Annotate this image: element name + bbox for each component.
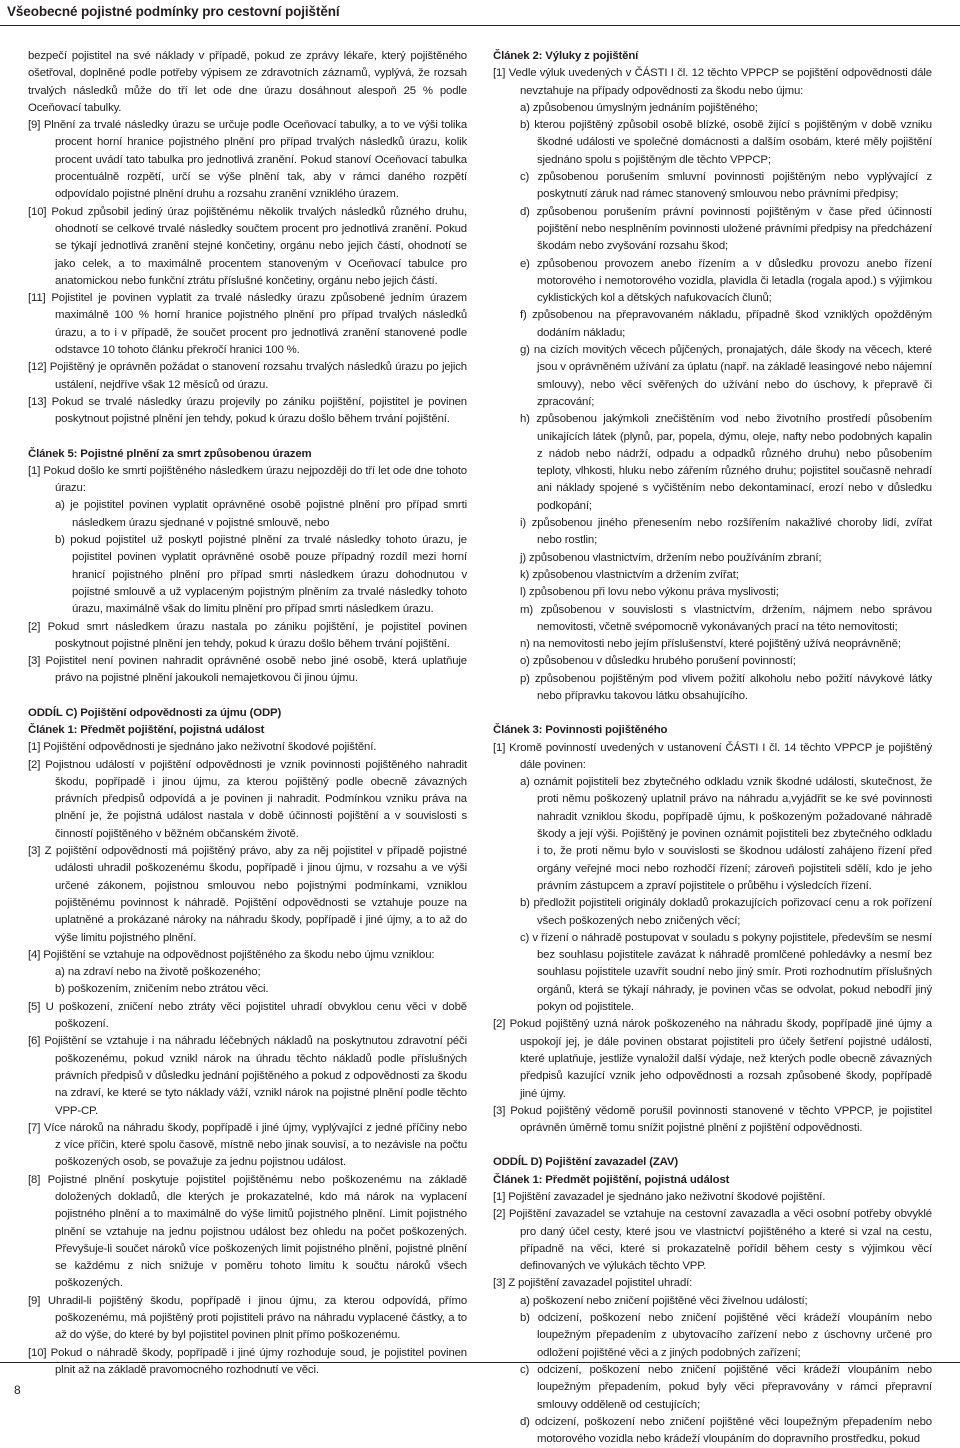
numbered-paragraph: [7] Více nároků na náhradu škody, popřípadě i jiné újmy, vyplývající z jedné příčiny nebo z více příčin, které spolu časově, místně nebo jinak souvisí, a to nezávisle na počtu poškozených osob, se považuje za jednu pojistnou událost. (28, 1121, 467, 1169)
section-gap (28, 429, 467, 446)
paragraph: bezpečí pojistitel na své náklady v případě, pokud ze zprávy lékaře, který pojištěného ošetřoval, doplněné podle potřeby výpisem ze zdravotních záznamů, vyplývá, že rozsah trvalých následků může do tří let ode dne úrazu dosáhnout alespoň 25 % podle Oceňovací tabulky. (28, 50, 467, 114)
numbered-paragraph: [2] Pokud smrt následkem úrazu nastala po zániku pojištění, je pojistitel povinen poskytnout pojistné plnění jen tehdy, pokud k úrazu došlo během trvání pojištění. (28, 620, 467, 650)
list-subitem: d) způsobenou porušením právní povinnosti pojištěným v čase před účinností pojištění nebo nesplněním povinnosti uložené právními předpisy na předcházení škodám nebo zvyšování rozsahu škod; (520, 205, 932, 253)
numbered-paragraph: [1] Kromě povinností uvedených v ustanovení ČÁSTI I čl. 14 těchto VPPCP je pojištěný dále povinen: (493, 741, 932, 771)
numbered-paragraph: [11] Pojistitel je povinen vyplatit za trvalé následky úrazu způsobené jedním úrazem maximálně 100 % horní hranice pojistného plnění pro případ trvalých následků úrazu, a to i v případě, že součet procent pro jednotlivá zranění stanovené podle odstavce 10 tohoto článku překročí hranici 100 %. (28, 292, 467, 357)
page-header (0, 0, 960, 28)
list-subitem: h) způsobenou jakýmkoli znečištěním vod nebo životního prostředí působením unikajících látek (plynů, par, popela, dýmu, oleje, nafty nebo podobných kapalin z nádob nebo nádrží, odpadu a odpadků různého druhu) nebo působením teploty, vlhkosti, hluku nebo zářením různého druhu; pojistitel současně nehradí ani náklady spojené s vyčištěním nebo dekontaminací, erozí nebo v důsledku podkopání; (520, 413, 932, 512)
list-subitem: a) oznámit pojistiteli bez zbytečného odkladu vznik škodné události, skutečnost, že proti němu poškozený uplatnil právo na náhradu a,vyjádřit se ke své povinnosti nahradit vzniklou škodu, popřípadě újmu, k poškozeným požadované náhradě škody a její výši. Pojištěný je povinen oznámit pojistiteli bez zbytečného odkladu i to, že proti němu bylo v souvislosti se škodnou událostí zahájeno řízení před orgány veřejné moci nebo rozhodčí řízení; zároveň pojistiteli sdělí, kdo je jeho právním zástupcem a zpraví pojistitele o průběhu i výsledcích řízení. (520, 776, 932, 892)
left-column (28, 48, 467, 1379)
numbered-paragraph: [12] Pojištěný je oprávněn požádat o stanovení rozsahu trvalých následků úrazu po jejich ustálení, nejdříve však 12 měsíců od úrazu. (28, 361, 467, 391)
right-column (493, 48, 932, 1448)
numbered-paragraph: [9] Plnění za trvalé následky úrazu se určuje podle Oceňovací tabulky, a to ve výši tolika procent horní hranice pojistného plnění pro případ trvalých následků úrazu, kolik procent uvádí tato tabulka pro jednotlivá zranění. Pokud stanoví Oceňovací tabulka procentuálně rozpětí, určí se výše plnění tak, aby v rámci daného rozpětí odpovídalo pojistné plnění druhu a rozsahu zranění vzniklého úrazem. (28, 119, 467, 201)
section-heading: Článek 3: Povinnosti pojištěného (493, 724, 668, 737)
list-subitem: b) kterou pojištěný způsobil osobě blízké, osobě žijící s pojištěným v době vzniku škodné události ve společné domácnosti a dalším osobám, které měly pojištění sjednáno spolu s pojištěným dle těchto VPPCP; (520, 119, 932, 166)
numbered-paragraph: [3] Z pojištění odpovědnosti má pojištěný právo, aby za něj pojistitel v případě pojistné události uhradil poškozenému škodu, popřípadě i jinou újmu, v rozsahu a ve výši určené zákonem, pojistnou smlouvou nebo pojistnými podmínkami, vzniklou pojištěnému povinnost k náhradě. Pojištění odpovědnosti se vztahuje pouze na uplatněné a prokázané nároky na náhradu škody, popřípadě i jiné újmy, a to až do výše limitu pojistného plnění. (28, 845, 467, 944)
numbered-paragraph: [6] Pojištění se vztahuje i na náhradu léčebných nákladů na poskytnutou zdravotní péči poškozenému, pokud vznikl nárok na úhradu těchto nákladů podle příslušných právních předpisů v důsledku jednání pojištěného a pokud z odpovědnosti za škodu na zdraví, ke které se tyto náklady váží, vznikl nárok na pojistné plnění podle těchto VPP-CP. (28, 1035, 467, 1117)
numbered-paragraph: [3] Pojistitel není povinen nahradit oprávněné osobě nebo jiné osobě, která uplatňuje právo na pojistné plnění jakoukoli nemajetkovou či jinou újmu. (28, 655, 467, 685)
section-heading: Článek 5: Pojistné plnění za smrt způsobenou úrazem (28, 447, 312, 460)
list-subitem: a) poškození nebo zničení pojištěné věci živelnou událostí; (520, 1294, 808, 1307)
numbered-paragraph: [1] Pojištění zavazadel je sjednáno jako neživotní škodové pojištění. (493, 1191, 826, 1203)
numbered-paragraph: [2] Pokud pojištěný uzná nárok poškozeného na náhradu škody, popřípadě jiné újmy a uspokojí jej, je dále povinen obstarat pojistiteli pro účely šetření pojistné události, které uplatňuje, jestliže vynaložil další výdaje, než kterých podle obecně závazných předpisů kazující vznik jeho odpovědnosti a rozsah způsobené škody, popřípadě jiné újmy. (493, 1018, 932, 1100)
numbered-paragraph: [9] Uhradil-li pojištěný škodu, popřípadě i jinou újmu, za kterou odpovídá, přímo poškozenému, má pojištěný proti pojistiteli právo na náhradu vyplacené částky, a to až do výše, do které by byl pojistitel povinen plnit přímo poškozenému. (28, 1294, 467, 1342)
numbered-paragraph: [2] Pojistnou událostí v pojištění odpovědnosti je vznik povinnosti pojištěného nahradit škodu, popřípadě i jinou újmu, za kterou pojištěný podle obecně závazných právních předpisů odpovídá a je povinen ji nahradit. Podmínkou vzniku práva na plnění je, že pojistná událost nastala v době účinnosti pojištění a v souvislosti s činností pojištěného v běžném občanském životě. (28, 758, 467, 840)
section-heading: Článek 1: Předmět pojištění, pojistná událost (493, 1173, 730, 1186)
numbered-paragraph: [4] Pojištění se vztahuje na odpovědnost pojištěného za škodu nebo újmu vzniklou: (28, 948, 435, 961)
numbered-paragraph: [2] Pojištění zavazadel se vztahuje na cestovní zavazadla a věci osobní potřeby obvyklé pro daný účel cesty, které jsou ve vlastnictví pojištěného a které si vzal na cestu, případně na věci, které si prokazatelně pořídil během cesty s výjimkou věcí definovaných ve výlukách těchto VPP. (493, 1208, 932, 1273)
list-subitem: k) způsobenou vlastnictvím a držením zvířat; (520, 568, 739, 581)
list-subitem: n) na nemovitosti nebo jejím příslušenství, které pojištěný užívá neoprávněně; (520, 638, 901, 651)
document-title: Všeobecné pojistné podmínky pro cestovní pojištění (7, 4, 340, 19)
header-rule (0, 25, 960, 26)
list-subitem: c) odcizení, poškození nebo zničení pojištěné věci krádeží vloupáním nebo loupežným přepadením, pokud byly věci přepravovány v rámci přepravní smlouvy odděleně od cestujících; (520, 1363, 932, 1411)
numbered-paragraph: [1] Vedle výluk uvedených v ČÁSTI I čl. 12 těchto VPPCP se pojištění odpovědnosti dále nevztahuje na případy odpovědnosti za škodu nebo újmu: (493, 67, 932, 97)
list-subitem: e) způsobenou provozem anebo řízením a v důsledku provozu anebo řízení motorového i nemotorového vozidla, plavidla či letadla (rogala apod.) s výjimkou cyklistických kol a dětských nafukovacích člunů; (520, 257, 932, 305)
list-subitem: a) na zdraví nebo na životě poškozeného; (55, 966, 261, 979)
list-subitem: j) způsobenou vlastnictvím, držením nebo používáním zbraní; (520, 551, 822, 564)
list-subitem: b) předložit pojistiteli originály dokladů prokazujících pořizovací cenu a rok pořízení všech poškozených nebo zničených věcí; (520, 897, 932, 927)
section-heading: Článek 1: Předmět pojištění, pojistná událost (28, 723, 265, 736)
numbered-paragraph: [10] Pokud způsobil jediný úraz pojištěnému několik trvalých následků různého druhu, ohodnotí se celkové trvalé následky součtem procent pro jednotlivá zranění. Pokud se týkají jednotlivá zranění stejné končetiny, orgánu nebo jejich částí, ohodnotí se jako celek, a to maximálně procentem stanoveným v Oceňovací tabulce pro anatomickou nebo funkční ztrátu příslušné končetiny, orgánu nebo jejich částí. (28, 205, 467, 287)
page-number: 8 (14, 1383, 21, 1397)
section-heading: Článek 2: Výluky z pojištění (493, 50, 639, 62)
list-subitem: p) způsobenou pojištěným pod vlivem požití alkoholu nebo požití návykové látky nebo přípravku takovou látku obsahujícího. (520, 672, 932, 702)
list-subitem: c) v řízení o náhradě postupovat v souladu s pokyny pojistitele, především se nesmí bez souhlasu pojistitele zavázat k náhradě promlčené pohledávky a nesmí bez souhlasu pojistitele uzavřít soudní nebo jiný smír. Proti rozhodnutím příslušných orgánů, která se týkají náhrady, je povinen včas se odvolat, pokud nebodří jiný pokyn od pojistitele. (520, 931, 932, 1014)
list-subitem: l) způsobenou při lovu nebo výkonu práva myslivosti; (520, 586, 779, 599)
list-subitem: g) na cizích movitých věcech půjčených, pronajatých, dále škody na věcech, které jsou v oprávněném užívání za úplatu (např. na základě leasingové nebo nájemní smlouvy), nebo věcí svěřených do užívání nebo do úschovy, k přepravě či zpracování; (520, 344, 932, 408)
list-subitem: i) způsobenou jiného přenesením nebo rozšířením nakažlivé choroby lidí, zvířat nebo rostlin; (520, 517, 932, 547)
numbered-paragraph: [5] U poškození, zničení nebo ztráty věci pojistitel uhradí obvyklou cenu věci v době poškození. (28, 1000, 467, 1031)
numbered-paragraph: [10] Pokud o náhradě škody, popřípadě i jiné újmy rozhoduje soud, je pojistitel povinen plnit až na základě pravomocného rozhodnutí ve věci. (28, 1346, 467, 1376)
list-subitem: o) způsobenou v důsledku hrubého porušení povinností; (520, 655, 796, 668)
section-heading: ODDÍL D) Pojištění zavazadel (ZAV) (493, 1156, 678, 1169)
list-subitem: f) způsobenou na přepravovaném nákladu, případně škod vzniklých opožděným dodáním nákladu; (520, 309, 932, 339)
list-subitem: b) odcizení, poškození nebo zničení pojištěné věci krádeží vloupáním nebo loupežným přepadením z ubytovacího zařízení nebo z úschovny určené pro odložení pojištěné věci a z jiných podobných zařízení; (520, 1312, 932, 1359)
section-gap (493, 705, 932, 722)
section-heading: ODDÍL C) Pojištění odpovědnosti za újmu (ODP) (28, 706, 282, 719)
numbered-paragraph: [3] Z pojištění zavazadel pojistitel uhradí: (493, 1277, 693, 1290)
list-subitem: m) způsobenou v souvislosti s vlastnictvím, držením, nájmem nebo správou nemovitosti, včetně svépomocně vykonávaných prací na této nemovitosti; (520, 603, 932, 633)
numbered-paragraph: [3] Pokud pojištěný vědomě porušil povinnosti stanovené v těchto VPPCP, je pojistitel oprávněn úměrně tomu snížit pojistné plnění z pojištění odpovědnosti. (493, 1104, 932, 1135)
list-subitem: a) způsobenou úmyslným jednáním pojištěného; (520, 101, 758, 114)
list-subitem: a) je pojistitel povinen vyplatit oprávněné osobě pojistné plnění pro případ smrti následkem úrazu sjednané v pojistné smlouvě, nebo (55, 499, 467, 529)
list-subitem: b) poškozením, zničením nebo ztrátou věci. (55, 983, 269, 996)
numbered-paragraph: [1] Pojištění odpovědnosti je sjednáno jako neživotní škodové pojištění. (28, 741, 377, 754)
numbered-paragraph: [8] Pojistné plnění poskytuje pojistitel pojištěnému nebo poškozenému na základě doložených dokladů, dle kterých je prokazatelné, kdo má nárok na vyplacení pojistného plnění a to maximálně do výše limitů pojistného plnění. Limit pojistného plnění se vztahuje na jednu pojistnou událost bez ohledu na počet poškozených. Převyšuje-li součet nároků více poškozených limit pojistného plnění, pojistné plnění se každému z nich snižuje v poměru tohoto limitu k součtu nároků všech poškozených. (28, 1173, 467, 1290)
section-gap (493, 1137, 932, 1154)
list-subitem: b) pokud pojistitel už poskytl pojistné plnění za trvalé následky tohoto úrazu, je pojistitel povinen vyplatit oprávněné osobě pouze případný rozdíl mezi horní hranicí pojistného plnění pro případ smrti následkem úrazu dohodnutou v pojistné smlouvě a už vyplaceným pojistným plněním za trvalé následky tohoto úrazu, maximálně však do limitu plnění pro případ smrti následkem úrazu. (55, 534, 467, 616)
numbered-paragraph: [13] Pokud se trvalé následky úrazu projevily po zániku pojištění, pojistitel je povinen poskytnout pojistné plnění jen tehdy, pokud k úrazu došlo během trvání pojištění. (28, 395, 467, 426)
footer-rule (0, 1362, 960, 1363)
list-subitem: d) odcizení, poškození nebo zničení pojištěné věci loupežným přepadením nebo motorového vozidla nebo krádeží vloupáním do dopravního prostředku, pokud (520, 1415, 932, 1446)
numbered-paragraph: [1] Pokud došlo ke smrti pojištěného následkem úrazu nejpozději do tří let ode dne tohoto úrazu: (28, 464, 467, 495)
list-subitem: c) způsobenou porušením smluvní povinnosti pojištěným nebo vyplývající z poskytnutí záruk nad rámec stanovený smlouvou nebo právními předpisy; (520, 171, 932, 201)
section-gap (28, 688, 467, 705)
